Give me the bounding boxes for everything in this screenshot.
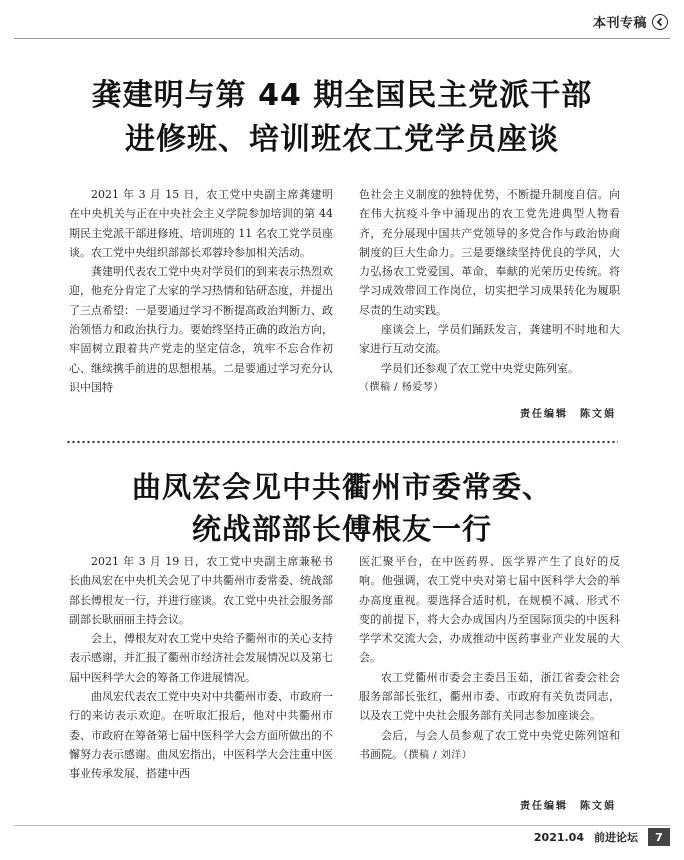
header-divider [14,38,670,39]
article1-paragraph: 座谈会上，学员们踊跃发言，龚建明不时地和大家进行互动交流。 [359,323,620,356]
page-footer [534,828,670,846]
article1-paragraph: 学员们还参观了农工党中央党史陈列室。 [381,361,579,375]
article1-editor: 责任编辑 陈文娟 [520,409,616,420]
article1-paragraph: 2021 年 3 月 15 日，农工党中央副主席龚建明在中央机关与正在中央社会主义学院参加培训的第 44 期民主党派干部进修班、培训班的 11 名农工党学员座谈。农工党中央组织部部长邓蓉玲参加相关活动。 [69,188,333,259]
article2-column-right [359,552,620,765]
article2-title-line2: 统战部部长傅根友一行 [191,512,492,546]
article2-column-left [69,552,333,784]
article2-paragraph: 农工党衢州市委会主委吕玉茹，浙江省委会社会服务部部长张红，衢州市委、市政府有关负责同志，以及农工党中央社会服务部有关同志参加座谈会。 [359,670,620,723]
article1-column-left [69,185,333,397]
article2-last-paragraph: 会后，与会人员参观了农工党中央党史陈列馆和书画院。 [359,728,620,761]
article2-editor: 责任编辑 陈文娟 [520,801,616,812]
article1-credit: （撰稿 / 杨爱琴） [359,381,444,393]
section-header [593,12,668,31]
article2-credit: （撰稿 / 刘洋） [403,749,473,761]
arrow-circle-icon [652,14,668,30]
article1-column-right [359,185,620,397]
article1-paragraph-continued: 色社会主义制度的独特优势，不断提升制度自信。向在伟大抗疫斗争中涌现出的农工党先进典型人物看齐，充分展现中国共产党领导的多党合作与政治协商制度的巨大生命力。三是要继续坚持优良的学风，大力弘扬农工党爱国、革命、奉献的光荣历史传统。将学习成效带回工作岗位，切实把学习成果转化为履职尽责的生动实践。 [359,188,620,317]
article1-title [0,74,684,162]
article1-title-line2: 进修班、培训班农工党学员座谈 [125,122,559,157]
article2-title [0,466,684,550]
footer-magazine: 前进论坛 [594,831,638,844]
article2-paragraph: 曲凤宏代表农工党中央对中共衢州市委、市政府一行的来访表示欢迎。在听取汇报后，他对中共衢州市委、市政府在筹备第七届中医科学大会方面所做出的不懈努力表示感谢。曲凤宏指出，中医科学大会注重中医事业传承发展、搭建中西 [69,690,333,781]
footer-divider [14,825,670,826]
page-number: 7 [648,828,670,846]
article2-title-line1: 曲凤宏会见中共衢州市委常委、 [131,470,552,504]
article2-paragraph: 会上，傅根友对农工党中央给予衢州市的关心支持表示感谢，并汇报了衢州市经济社会发展情况以及第七届中医科学大会的筹备工作进展情况。 [69,632,333,684]
article2-paragraph [359,726,620,766]
article1-title-line1: 龚建明与第 44 期全国民主党派干部 [91,78,593,113]
section-label: 本刊专稿 [592,16,647,31]
article2-paragraph-continued: 医汇聚平台，在中医药界、医学界产生了良好的反响。他强调，农工党中央对第七届中医科学大会的举办高度重视。要选择合适时机，在规模不减、形式不变的前提下，将大会办成国内乃至国际顶尖的中医科学学术交流大会，办成推动中医药事业产业发展的大会。 [359,555,620,665]
dotted-divider [66,440,618,444]
article2-paragraph: 2021 年 3 月 19 日，农工党中央副主席兼秘书长曲凤宏在中央机关会见了中共衢州市委常委、统战部部长傅根友一行，并进行座谈。农工党中央社会服务部副部长耿丽丽主持会议。 [69,555,333,626]
footer-issue: 2021.04 [533,830,584,844]
article1-paragraph: 龚建明代表农工党中央对学员们的到来表示热烈欢迎，他充分肯定了大家的学习热情和钻研态度，并提出了三点希望：一是要通过学习不断提高政治判断力、政治领悟力和政治执行力。要始终坚持正确的政治方向，牢固树立跟着共产党走的坚定信念，筑牢不忘合作初心、继续携手前进的思想根基。二是要通过学习充分认识中国特 [69,265,333,394]
